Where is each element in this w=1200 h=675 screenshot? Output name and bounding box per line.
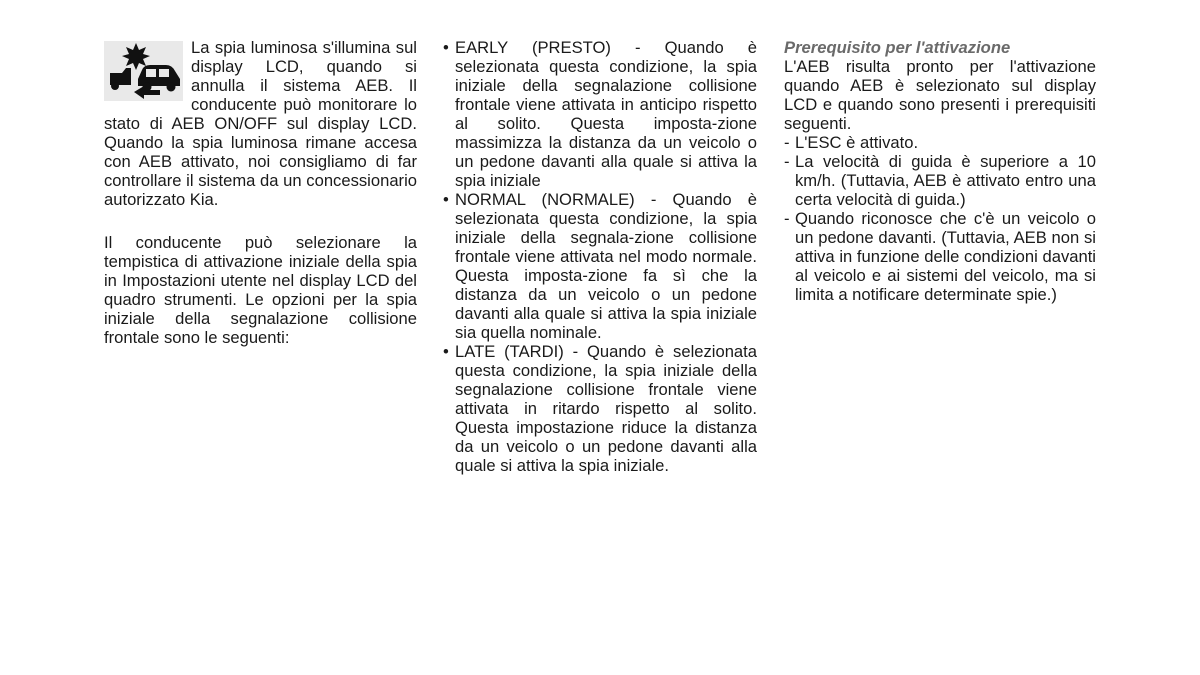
option-late-text: LATE (TARDI) - Quando è selezionata questa condizione, la spia iniziale della segnalazione collisione frontale viene attivata in ritardo rispetto al solito. Questa impostazione riduce la distanza da un veicolo o un pedone davanti alla quale si attiva la spia iniziale. (455, 342, 757, 475)
option-normal-text: NORMAL (NORMALE) - Quando è selezionata questa condizione, la spia iniziale della segnala-zione collisione frontale viene attivata nel modo normale. Questa imposta-zione fa sì che la distanza da un veicolo o un pedone davanti alla quale si attiva la spia iniziale sia quella nominale. (455, 190, 757, 342)
option-normal (443, 190, 757, 342)
bullet-mark: • (443, 190, 449, 209)
prerequisite-item (784, 152, 1096, 209)
section-heading: Prerequisito per l'attivazione (784, 38, 1011, 57)
dash-mark: - (784, 209, 790, 228)
prerequisite-item (784, 209, 1096, 304)
option-early (443, 38, 757, 190)
option-early-text: EARLY (PRESTO) - Quando è selezionata questa condizione, la spia iniziale della segnalazione collisione frontale viene attivata in anticipo rispetto al solito. Questa imposta-zione massimizza la distanza da un veicolo o un pedone davanti alla quale si attiva la spia iniziale (455, 38, 757, 190)
dash-mark: - (784, 133, 790, 152)
dash-mark: - (784, 152, 790, 171)
column-middle (443, 38, 757, 475)
prerequisite-detection-text: Quando riconosce che c'è un veicolo o un pedone davanti. (Tuttavia, AEB non si attiva in funzione delle condizioni davanti al veicolo e ai sistemi del veicolo, ma si limita a notificare determinate spie.) (795, 209, 1096, 304)
option-late (443, 342, 757, 475)
prerequisite-speed-text: La velocità di guida è superiore a 10 km/h. (Tuttavia, AEB è attivato entro una certa velocità di guida.) (795, 152, 1096, 209)
column-right (784, 38, 1096, 304)
timing-options-paragraph: Il conducente può selezionare la tempistica di attivazione iniziale della spia in Impostazioni utente nel display LCD del quadro strumenti. Le opzioni per la spia iniziale della segnalazione collisione frontale sono le seguenti: (104, 233, 417, 347)
bullet-mark: • (443, 342, 449, 361)
column-left (104, 38, 417, 347)
prerequisite-esc-text: L'ESC è attivato. (795, 133, 919, 152)
aeb-off-warning-icon (104, 41, 183, 101)
aeb-status-paragraph: La spia luminosa s'illumina sul display LCD, quando si annulla il sistema AEB. Il conducente può monitorare lo stato di AEB ON/OFF sul display LCD. Quando la spia luminosa rimane accesa con AEB attivato, noi consigliamo di far controllare il sistema da un concessionario autorizzato Kia. (104, 38, 417, 209)
prerequisite-intro: L'AEB risulta pronto per l'attivazione quando AEB è selezionato sul display LCD e quando sono presenti i prerequisiti seguenti. (784, 57, 1096, 133)
bullet-mark: • (443, 38, 449, 57)
prerequisite-item (784, 133, 1096, 152)
